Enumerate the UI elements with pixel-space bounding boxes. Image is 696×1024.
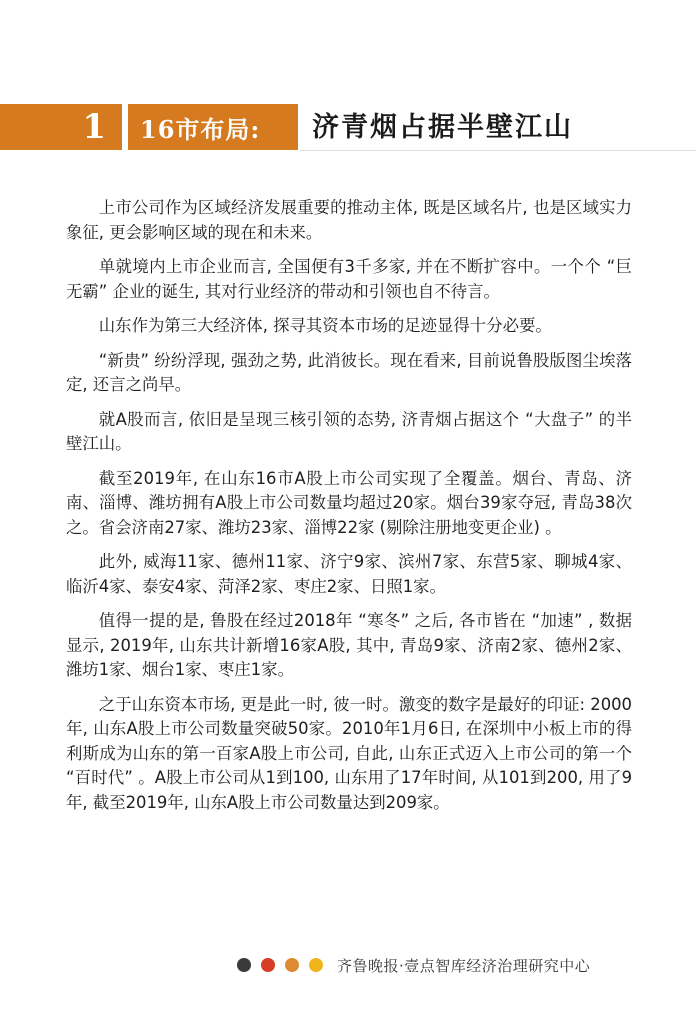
footer-dot xyxy=(285,958,299,972)
footer xyxy=(237,955,590,975)
footer-source: 齐鲁晚报·壹点智库经济治理研究中心 xyxy=(337,956,591,975)
paragraph: 之于山东资本市场, 更是此一时, 彼一时。激变的数字是最好的印证: 2000年, 山东A股上市公司数量突破50家。2010年1月6日, 在深圳中小板上市的得利斯成为山东的第一百家A股上市公司, 自此, 山东正式迈入上市公司的第一个 “百时代” 。A股上市公司从1到100, 山东用了17年时间, 从101到200, 用了9年, 截至2019年, 山东A股上市公司数量达到209家。 xyxy=(66,694,632,812)
paragraph: 上市公司作为区域经济发展重要的推动主体, 既是区域名片, 也是区域实力象征, 更会影响区域的现在和未来。 xyxy=(66,198,632,242)
paragraph: 就A股而言, 依旧是呈现三核引领的态势, 济青烟占据这个 “大盘子” 的半壁江山。 xyxy=(66,409,632,453)
section-header xyxy=(0,104,320,150)
footer-dot xyxy=(237,958,251,972)
section-title: 济青烟占据半壁江山 xyxy=(312,112,573,143)
paragraph: 截至2019年, 在山东16市A股上市公司实现了全覆盖。烟台、青岛、济南、淄博、潍坊拥有A股上市公司数量均超过20家。烟台39家夺冠, 青岛38次之。省会济南27家、潍坊23家、淄博22家 (剔除注册地变更企业) 。 xyxy=(66,468,632,537)
footer-dot xyxy=(261,958,275,972)
section-number: 1 xyxy=(0,104,122,150)
footer-dot xyxy=(309,958,323,972)
title-underline xyxy=(300,150,696,151)
paragraph: 单就境内上市企业而言, 全国便有3千多家, 并在不断扩容中。一个个 “巨无霸” 企业的诞生, 其对行业经济的带动和引领也自不待言。 xyxy=(66,257,632,301)
paragraph: 山东作为第三大经济体, 探寻其资本市场的足迹显得十分必要。 xyxy=(98,316,552,335)
paragraph: 此外, 威海11家、德州11家、济宁9家、滨州7家、东营5家、聊城4家、临沂4家、泰安4家、菏泽2家、枣庄2家、日照1家。 xyxy=(66,552,632,596)
article-body xyxy=(66,196,632,825)
paragraph: “新贵” 纷纷浮现, 强劲之势, 此消彼长。现在看来, 目前说鲁股版图尘埃落定, 还言之尚早。 xyxy=(66,350,632,394)
paragraph: 值得一提的是, 鲁股在经过2018年 “寒冬” 之后, 各市皆在 “加速” , 数据显示, 2019年, 山东共计新增16家A股, 其中, 青岛9家、济南2家、德州2家、潍坊1家、烟台1家、枣庄1家。 xyxy=(66,611,632,679)
section-tag: 16市布局: xyxy=(128,104,298,150)
